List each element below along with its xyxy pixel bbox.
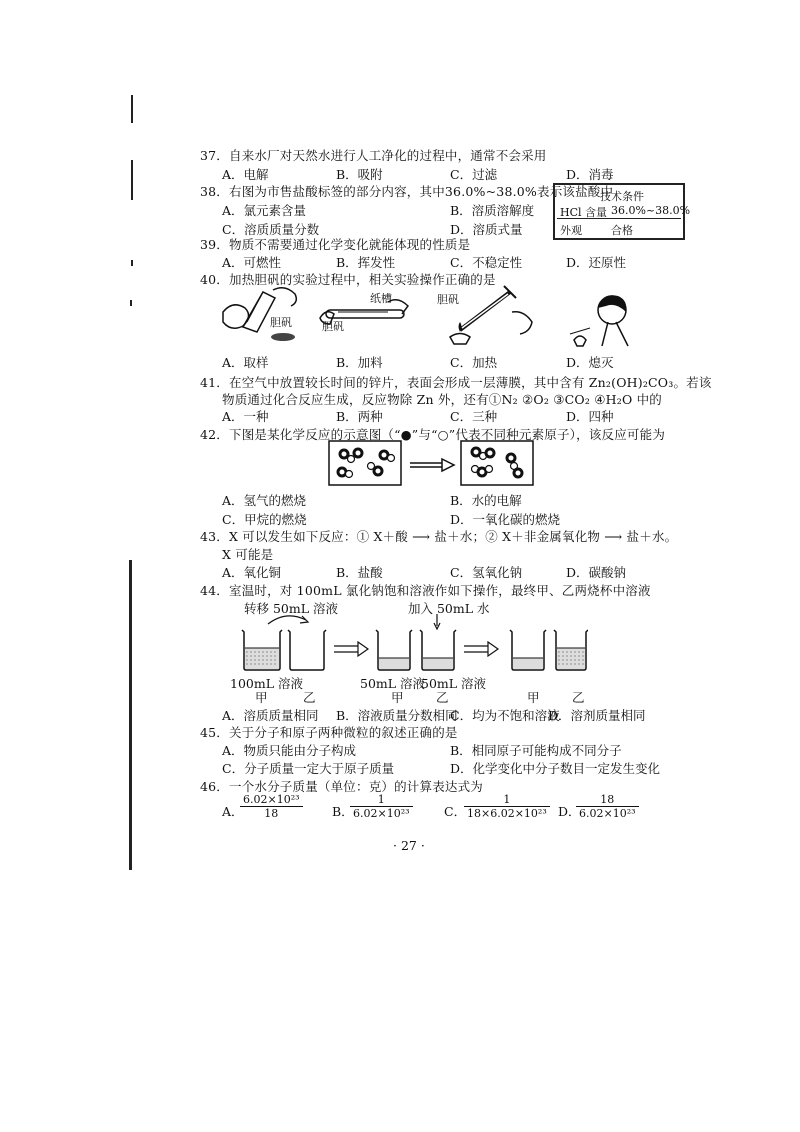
q45-option-c: C．分子质量一定大于原子质量	[222, 761, 395, 776]
q43-stem-line2: X 可能是	[222, 547, 274, 562]
q46-option-c-letter: C．	[444, 804, 467, 819]
q38-option-c: C．溶质质量分数	[222, 222, 320, 237]
q39-option-b: B．挥发性	[336, 255, 396, 270]
q39-option-d: D．还原性	[566, 255, 627, 270]
dark-atom	[340, 450, 348, 458]
hcl-label-title: 技术条件	[600, 190, 644, 203]
light-atom	[346, 471, 353, 478]
dark-atom	[354, 449, 362, 457]
q40-option-d: D．熄灭	[566, 355, 614, 370]
q45-option-b: B．相同原子可能构成不同分子	[450, 743, 622, 758]
q46-option-b-numerator: 1	[350, 793, 413, 807]
q46-option-d-letter: D．	[558, 804, 581, 819]
q37-option-d: D．消毒	[566, 167, 614, 182]
light-atom	[388, 455, 395, 462]
scan-edge-mark	[131, 260, 133, 266]
q46-option-d-denominator: 6.02×10²³	[579, 807, 636, 820]
q41-option-a: A．一种	[222, 409, 269, 424]
q46-option-a-numerator: 6.02×10²³	[240, 793, 303, 807]
q46-option-a-fraction	[240, 793, 303, 820]
q44-fig-yi-1: 乙	[303, 690, 316, 705]
q38-option-b: B．溶质溶解度	[450, 203, 535, 218]
dark-atom	[478, 468, 486, 476]
q46-option-c-denominator: 18×6.02×10²³	[467, 807, 547, 820]
scan-edge-mark	[131, 160, 133, 200]
q38-option-a: A．氯元素含量	[222, 203, 307, 218]
q44-fig-beaker4-label: 50mL 溶液	[421, 676, 487, 691]
q44-beaker-diagram	[238, 612, 588, 674]
q42-option-a: A．氢气的燃烧	[222, 493, 307, 508]
q44-fig-transfer-label: 转移 50mL 溶液	[244, 601, 339, 616]
q44-fig-yi-2: 乙	[436, 690, 449, 705]
q46-option-c-fraction	[464, 793, 550, 820]
q40-fig-a-label: 胆矾	[270, 316, 292, 329]
q42-option-b: B．水的电解	[450, 493, 522, 508]
dark-atom	[486, 449, 494, 457]
q42-option-d: D．一氧化碳的燃烧	[450, 512, 561, 527]
q44-fig-add-label: 加入 50mL 水	[408, 601, 490, 616]
scan-edge-mark	[131, 95, 133, 123]
q43-option-c: C．氢氧化钠	[450, 565, 523, 580]
q44-fig-yi-3: 乙	[572, 690, 585, 705]
q44-option-b: B．溶液质量分数相同	[336, 708, 458, 723]
q45-option-a: A．物质只能由分子构成	[222, 743, 357, 758]
q40-stem: 40．加热胆矾的实验过程中，相关实验操作正确的是	[200, 272, 496, 287]
q44-fig-beaker3-label: 50mL 溶液	[360, 676, 426, 691]
q38-stem: 38．右图为市售盐酸标签的部分内容，其中36.0%~38.0%表示该盐酸中	[200, 184, 614, 199]
q46-stem: 46．一个水分子质量（单位：克）的计算表达式为	[200, 779, 484, 794]
dark-atom	[472, 448, 480, 456]
q44-option-c: C．均为不饱和溶液	[450, 708, 560, 723]
q41-stem-line1: 41．在空气中放置较长时间的锌片，表面会形成一层薄膜，其中含有 Zn₂(OH)₂CO₃。若该	[200, 375, 712, 390]
q40-option-a: A．取样	[222, 355, 269, 370]
hcl-label-row2-value: 合格	[611, 224, 633, 237]
q44-fig-jia-3: 甲	[527, 690, 540, 705]
q40-fig-b-label-top: 纸槽	[370, 292, 392, 305]
q39-option-c: C．不稳定性	[450, 255, 523, 270]
dark-atom	[514, 469, 522, 477]
dark-atom	[507, 454, 515, 462]
q40-figure-a-taking-sample	[213, 282, 308, 347]
page-number: · 27 ·	[393, 838, 425, 853]
q40-option-b: B．加料	[336, 355, 383, 370]
dark-atom	[374, 467, 382, 475]
q41-option-d: D．四种	[566, 409, 614, 424]
q46-option-b-letter: B．	[332, 804, 354, 819]
q39-stem: 39．物质不需要通过化学变化就能体现的性质是	[200, 237, 471, 252]
q40-option-c: C．加热	[450, 355, 498, 370]
q45-stem: 45．关于分子和原子两种微粒的叙述正确的是	[200, 725, 458, 740]
q44-stem: 44．室温时，对 100mL 氯化钠饱和溶液作如下操作，最终甲、乙两烧杯中溶液	[200, 583, 651, 598]
hcl-label-row1-name: HCl 含量	[560, 206, 608, 219]
scan-edge-mark	[129, 560, 132, 870]
dark-atom	[338, 468, 346, 476]
q38-option-d: D．溶质式量	[450, 222, 523, 237]
q42-option-c: C．甲烷的燃烧	[222, 512, 307, 527]
q46-option-b-fraction	[350, 793, 413, 820]
q43-option-b: B．盐酸	[336, 565, 383, 580]
hcl-label-row2-name: 外观	[560, 224, 582, 237]
q45-option-d: D．化学变化中分子数目一定发生变化	[450, 761, 661, 776]
q44-fig-jia-2: 甲	[391, 690, 404, 705]
q37-option-a: A．电解	[222, 167, 269, 182]
hcl-label-row1-value: 36.0%~38.0%	[611, 204, 691, 217]
q41-stem-line2: 物质通过化合反应生成，反应物除 Zn 外，还有①N₂ ②O₂ ③CO₂ ④H₂O 中的	[222, 392, 662, 407]
scan-edge-mark	[130, 300, 132, 306]
q39-option-a: A．可燃性	[222, 255, 282, 270]
light-atom	[486, 466, 493, 473]
q43-stem-line1: 43．X 可以发生如下反应：① X＋酸 ⟶ 盐＋水；② X＋非金属氧化物 ⟶ 盐＋水。	[200, 529, 678, 544]
dark-atom	[380, 451, 388, 459]
q43-option-d: D．碳酸钠	[566, 565, 627, 580]
q44-fig-beaker1-label: 100mL 溶液	[230, 676, 303, 691]
q40-fig-b-label-bottom: 胆矾	[322, 320, 344, 333]
q46-option-b-denominator: 6.02×10²³	[353, 807, 410, 820]
q41-option-b: B．两种	[336, 409, 383, 424]
q43-option-a: A．氧化铜	[222, 565, 282, 580]
q46-option-a-letter: A．	[222, 804, 244, 819]
q46-option-d-numerator: 18	[576, 793, 639, 807]
q46-option-c-numerator: 1	[464, 793, 550, 807]
q42-stem: 42．下图是某化学反应的示意图（“●”与“○”代表不同种元素原子），该反应可能为	[200, 427, 666, 442]
q41-option-c: C．三种	[450, 409, 498, 424]
light-atom	[348, 456, 355, 463]
q44-option-d: D．溶剂质量相同	[548, 708, 646, 723]
q37-option-b: B．吸附	[336, 167, 383, 182]
q37-option-c: C．过滤	[450, 167, 498, 182]
q40-fig-c-label: 胆矾	[437, 293, 459, 306]
q44-fig-jia-1: 甲	[255, 690, 268, 705]
q42-reaction-diagram	[328, 440, 534, 488]
q44-option-a: A．溶质质量相同	[222, 708, 319, 723]
q46-option-a-denominator: 18	[264, 807, 279, 820]
q46-option-d-fraction	[576, 793, 639, 820]
q40-figure-d-extinguishing	[562, 288, 652, 350]
q37-stem: 37．自来水厂对天然水进行人工净化的过程中，通常不会采用	[200, 148, 547, 163]
